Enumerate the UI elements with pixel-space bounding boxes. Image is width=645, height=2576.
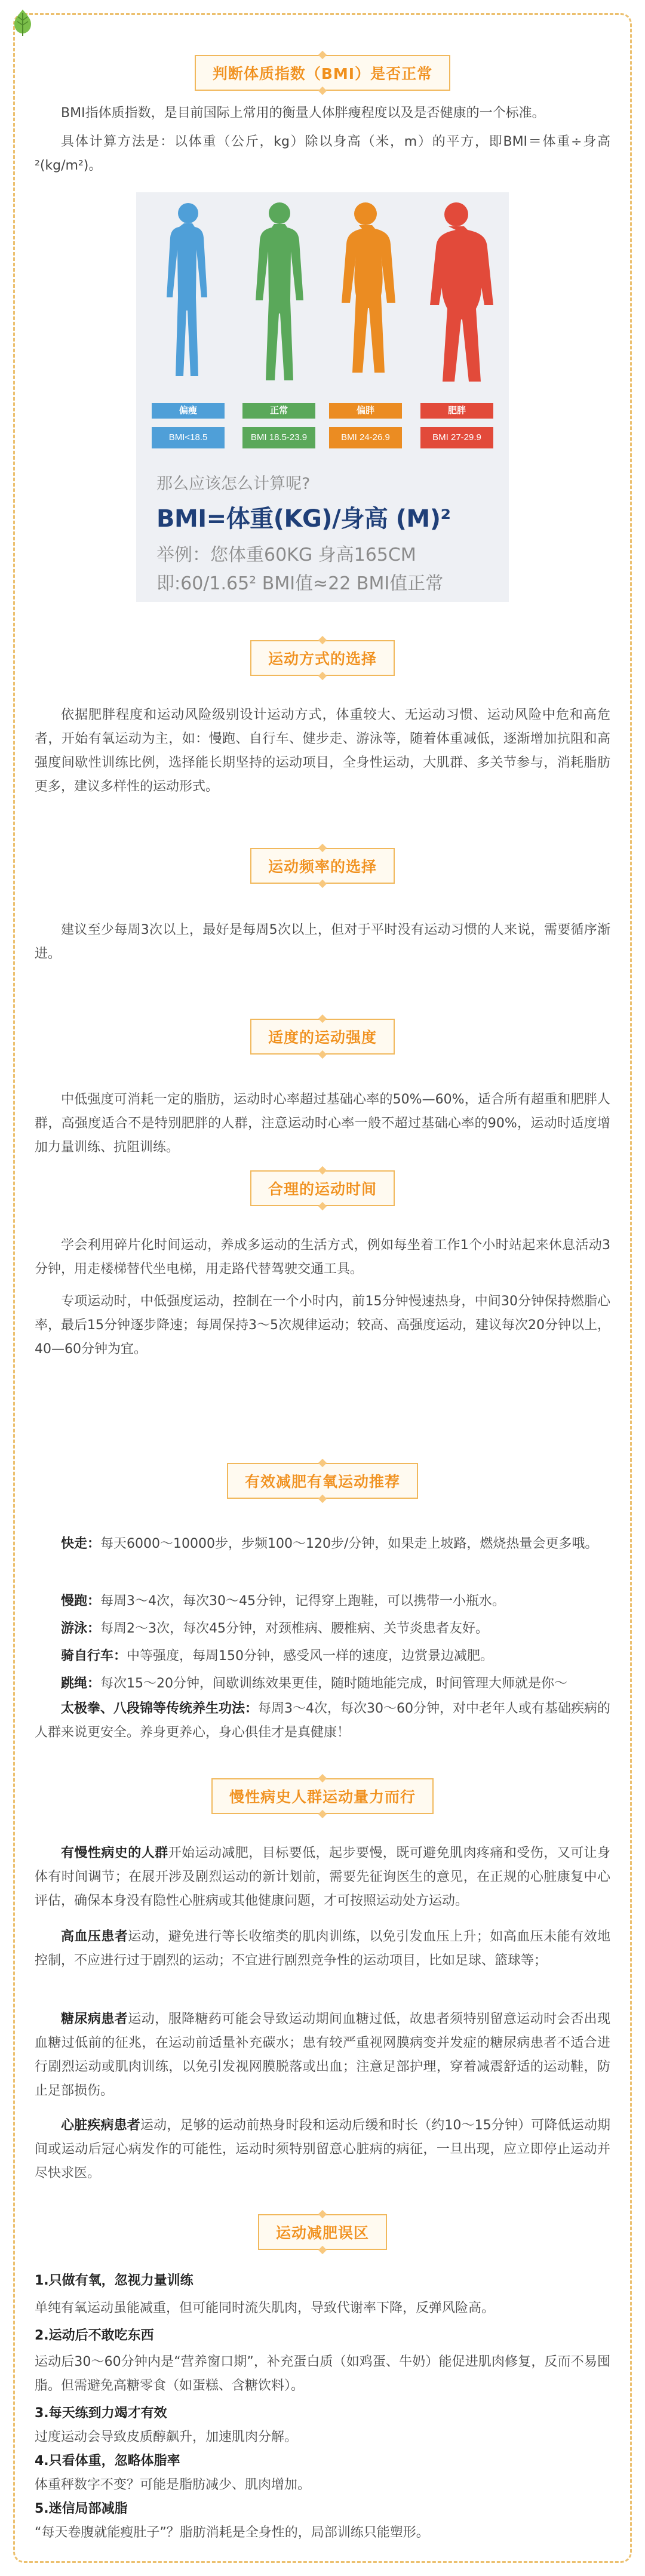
item-label: 高血压患者 — [61, 1929, 128, 1944]
item-label: 心脏疾病患者 — [61, 2118, 140, 2133]
bmi-category-label: 正常 — [242, 403, 315, 419]
myth-title: 4.只看体重，忽略体脂率 — [35, 2454, 180, 2469]
item-text: 每周3～4次，每次30～45分钟，记得穿上跑鞋，可以携带一小瓶水。 — [100, 1594, 506, 1609]
myth-title: 2.运动后不敢吃东西 — [35, 2328, 154, 2343]
chronic-item-diabetes — [35, 2008, 610, 2103]
item-label: 太极拳、八段锦等传统养生功法： — [61, 1701, 259, 1716]
leaf-icon — [6, 6, 39, 39]
item-label: 快走： — [61, 1536, 101, 1551]
body-figure-overweight — [342, 202, 395, 373]
bmi-infographic — [136, 192, 509, 602]
bmi-category-range: BMI 24-26.9 — [329, 427, 402, 448]
aerobic-item-taichi — [35, 1697, 610, 1745]
bmi-question: 那么应该怎么计算呢? — [156, 475, 311, 493]
chronic-item-heart — [35, 2114, 610, 2185]
section-heading — [0, 848, 645, 884]
bmi-category-thin — [152, 403, 225, 448]
item-text: 中等强度，每周150分钟，感受风一样的速度，边赏景边减肥。 — [127, 1649, 494, 1664]
paragraph: 具体计算方法是：以体重（公斤，kg）除以身高（米，m）的平方，即BMI＝体重÷身高²(kg/m²)。 — [35, 134, 610, 173]
myth-text: 过度运动会导致皮质醇飙升，加速肌肉分解。 — [35, 2430, 298, 2445]
myth-title: 5.迷信局部减脂 — [35, 2501, 128, 2516]
aerobic-item-jog — [35, 1590, 610, 1613]
chronic-item-general — [35, 1842, 610, 1913]
item-text: 每周3～4次，每次30～60分钟，对中老年人或有基础疾病的人群来说更安全。养身更养心，身心俱佳才是真健康！ — [35, 1701, 610, 1740]
item-text: 运动，服降糖药可能会导致运动期间血糖过低，故患者须特别留意运动时会否出现血糖过低前的征兆，在运动前适量补充碳水；患有较严重视网膜病变并发症的糖尿病患者不适合进行剧烈运动或肌肉训练，以免引发视网膜脱落或出血；注意足部护理，穿着减震舒适的运动鞋，防止足部损伤。 — [35, 2012, 610, 2098]
heading-exercise-type: 运动方式的选择 — [250, 640, 395, 676]
myth-text: 体重秤数字不变？可能是脂肪减少、肌肉增加。 — [35, 2477, 311, 2492]
item-label: 慢跑： — [61, 1594, 101, 1609]
heading-intensity: 适度的运动强度 — [250, 1019, 395, 1055]
bmi-example-result: 即:60/1.65² BMI值≈22 BMI值正常 — [156, 573, 444, 594]
item-text: 每次15～20分钟，间歇训练效果更佳，随时随地能完成，时间管理大师就是你～ — [100, 1676, 568, 1691]
body-figure-obese — [430, 202, 493, 382]
body-figure-thin — [167, 203, 207, 376]
item-label: 游泳： — [61, 1621, 101, 1636]
section-heading — [0, 1170, 645, 1206]
myth-text: 运动后30～60分钟内是“营养窗口期”，补充蛋白质（如鸡蛋、牛奶）能促进肌肉修复，反而不易囤脂。但需避免高糖零食（如蛋糕、含糖饮料）。 — [35, 2354, 610, 2393]
bmi-category-label: 偏胖 — [329, 403, 402, 419]
item-label: 糖尿病患者 — [61, 2012, 128, 2027]
aerobic-item-rope — [35, 1672, 610, 1696]
section-heading — [0, 1778, 645, 1814]
paragraph: 学会利用碎片化时间运动，养成多运动的生活方式，例如每坐着工作1个小时站起来休息活动3分钟，用走楼梯替代坐电梯，用走路代替驾驶交通工具。 — [35, 1238, 610, 1277]
section-heading — [0, 55, 645, 91]
heading-aerobic: 有效减肥有氧运动推荐 — [227, 1463, 418, 1499]
aerobic-item-swim — [35, 1617, 610, 1641]
body-figure-normal — [256, 202, 303, 380]
aerobic-item-walk — [35, 1532, 610, 1556]
myth-text: “每天卷腹就能瘦肚子”？脂肪消耗是全身性的，局部训练只能塑形。 — [35, 2525, 429, 2540]
section-heading — [0, 1019, 645, 1055]
bmi-category-range: BMI<18.5 — [152, 427, 225, 448]
heading-bmi: 判断体质指数（BMI）是否正常 — [195, 55, 450, 91]
item-text: 每周2～3次，每次45分钟，对颈椎病、腰椎病、关节炎患者友好。 — [100, 1621, 489, 1636]
myth-title: 3.每天练到力竭才有效 — [35, 2406, 167, 2421]
chronic-item-hypertension — [35, 1925, 610, 1973]
heading-frequency: 运动频率的选择 — [250, 848, 395, 884]
section-heading — [0, 1463, 645, 1499]
bmi-category-obese — [420, 403, 493, 448]
item-label: 有慢性病史的人群 — [61, 1846, 168, 1861]
item-text: 开始运动减肥，目标要低，起步要慢，既可避免肌肉疼痛和受伤，又可让身体有时间调节；在展开涉及剧烈运动的新计划前，需要先征询医生的意见，在正规的心脏康复中心评估，确保本身没有隐性心脏病或其他健康问题，才可按照运动处方运动。 — [35, 1846, 610, 1908]
item-text: 每天6000～10000步，步频100～120步/分钟，如果走上坡路，燃烧热量会更多哦。 — [100, 1536, 598, 1551]
aerobic-item-cycle — [35, 1644, 610, 1668]
bmi-formula: BMI=体重(KG)/身高 (M)² — [156, 505, 451, 533]
bmi-category-range: BMI 18.5-23.9 — [242, 427, 315, 448]
paragraph: 依据肥胖程度和运动风险级别设计运动方式，体重较大、无运动习惯、运动风险中危和高危者，开始有氧运动为主，如：慢跑、自行车、健步走、游泳等，随着体重减低，逐渐增加抗阻和高强度间歇性训练比例，选择能长期坚持的运动项目，全身性运动，大肌群、多关节参与，消耗脂肪更多，建议多样性的运动形式。 — [35, 708, 610, 794]
section-heading — [0, 2214, 645, 2250]
item-label: 跳绳： — [61, 1676, 101, 1691]
section-heading — [0, 640, 645, 676]
body-figures — [136, 192, 509, 407]
heading-myths: 运动减肥误区 — [258, 2214, 387, 2250]
paragraph: 建议至少每周3次以上，最好是每周5次以上，但对于平时没有运动习惯的人来说，需要循序渐进。 — [35, 923, 610, 961]
paragraph: 专项运动时，中低强度运动，控制在一个小时内，前15分钟慢速热身，中间30分钟保持燃脂心率，最后15分钟逐步降速；每周保持3～5次规律运动；较高、高强度运动，建议每次20分钟以上，40—60分钟为宜。 — [35, 1294, 610, 1357]
item-text: 运动，避免进行等长收缩类的肌肉训练，以免引发血压上升；如高血压未能有效地控制，不应进行过于剧烈的运动；不宜进行剧烈竞争性的运动项目，比如足球、篮球等； — [35, 1929, 610, 1968]
bmi-category-label: 肥胖 — [420, 403, 493, 419]
paragraph: BMI指体质指数，是目前国际上常用的衡量人体胖瘦程度以及是否健康的一个标准。 — [61, 106, 545, 121]
bmi-category-overweight — [329, 403, 402, 448]
heading-chronic: 慢性病史人群运动量力而行 — [211, 1778, 434, 1814]
bmi-category-range: BMI 27-29.9 — [420, 427, 493, 448]
item-label: 骑自行车： — [61, 1649, 127, 1664]
bmi-example: 举例：您体重60KG 身高165CM — [156, 545, 416, 565]
myth-text: 单纯有氧运动虽能减重，但可能同时流失肌肉，导致代谢率下降，反弹风险高。 — [35, 2301, 495, 2316]
bmi-category-normal — [242, 403, 315, 448]
bmi-category-row — [136, 403, 509, 460]
bmi-category-label: 偏瘦 — [152, 403, 225, 419]
paragraph: 中低强度可消耗一定的脂肪，运动时心率超过基础心率的50%—60%，适合所有超重和肥胖人群，高强度适合不是特别肥胖的人群，注意运动时心率一般不超过基础心率的90%，运动时适度增加力量训练、抗阻训练。 — [35, 1092, 610, 1155]
item-text: 运动，足够的运动前热身时段和运动后缓和时长（约10～15分钟）可降低运动期间或运动后冠心病发作的可能性，运动时须特别留意心脏病的病征，一旦出现，应立即停止运动并尽快求医。 — [35, 2118, 610, 2181]
heading-duration: 合理的运动时间 — [250, 1170, 395, 1206]
myth-title: 1.只做有氧，忽视力量训练 — [35, 2273, 194, 2288]
